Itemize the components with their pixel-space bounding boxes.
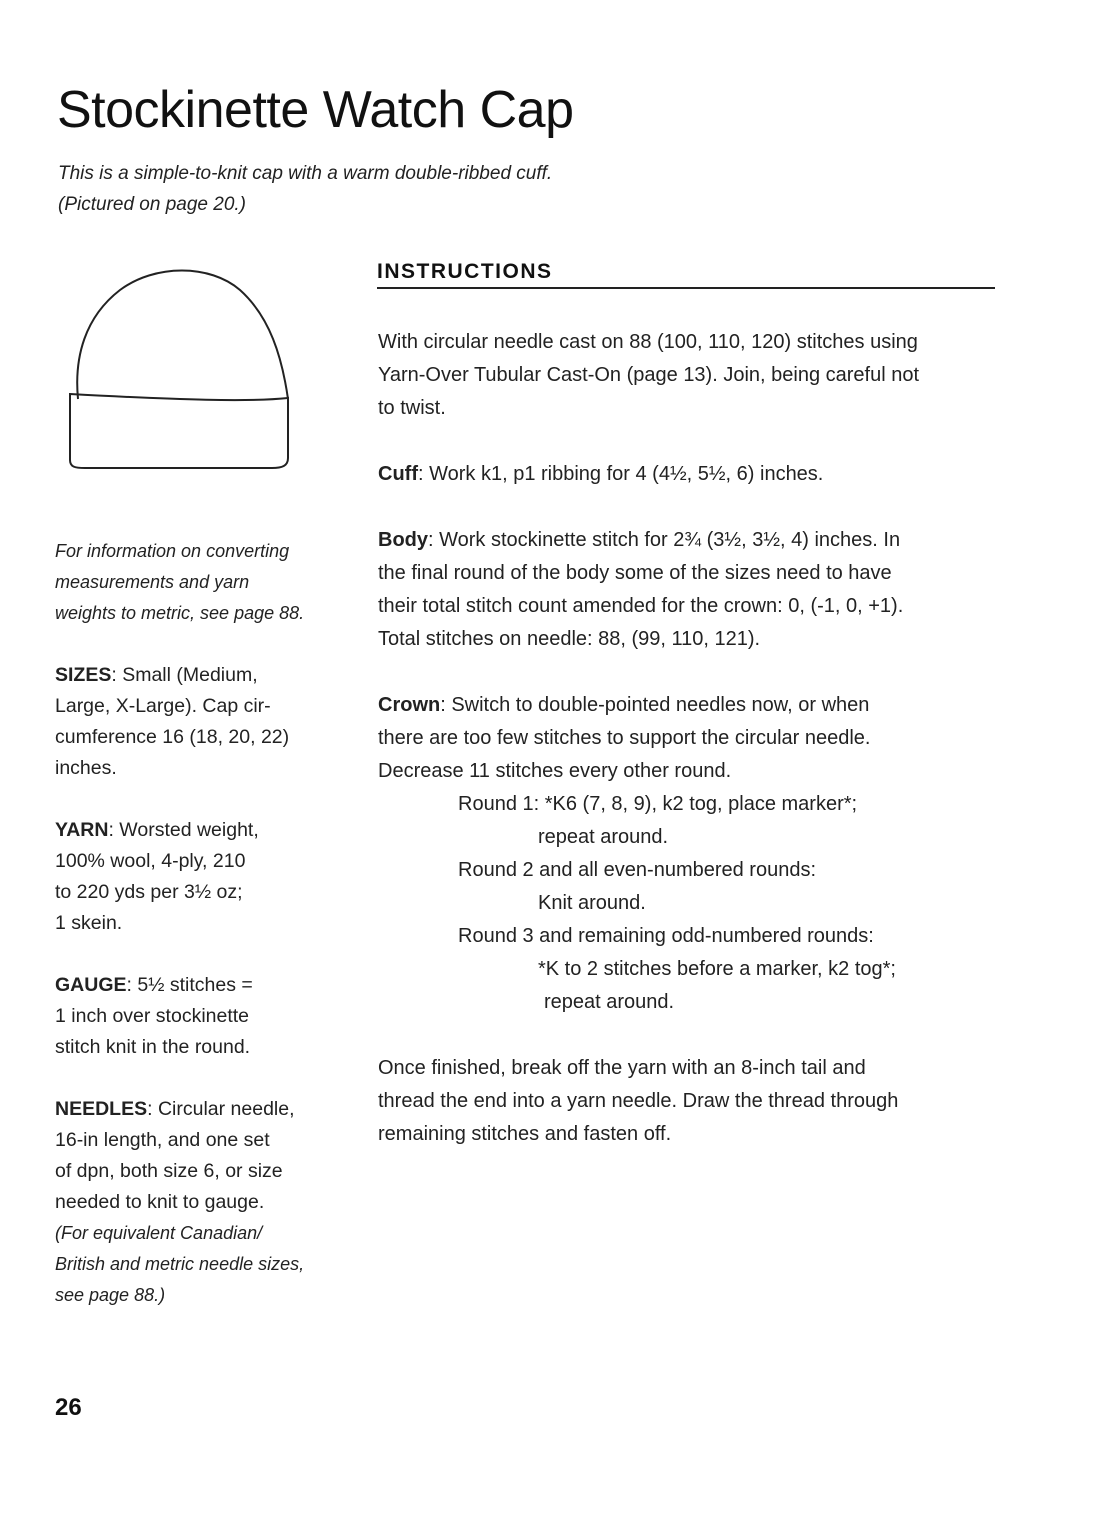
- round-3-step: Round 3 and remaining odd-numbered rounds:: [458, 925, 874, 947]
- needle-sizes-note: (For equivalent Canadian/: [55, 1223, 263, 1243]
- sidebar: [55, 536, 325, 1311]
- gauge-block: GAUGE: 5½ stitches = 1 inch over stockinette stitch knit in the round.: [55, 974, 253, 1058]
- intro-line: This is a simple-to-knit cap with a warm double-ribbed cuff.: [58, 163, 553, 184]
- yarn-block: YARN: Worsted weight, 100% wool, 4-ply, 210 to 220 yds per 3½ oz; 1 skein.: [55, 819, 259, 934]
- needles-block: NEEDLES: Circular needle, 16-in length, and one set of dpn, both size 6, or size needed to knit to gauge. (For equivalent Canadian/ British and metric needle sizes, see page 88.): [55, 1094, 325, 1311]
- finish-paragraph: Once finished, break off the yarn with an 8-inch tail and thread the end into a yarn needle. Draw the thread through remaining stitches and fasten off.: [378, 1057, 899, 1145]
- cap-crown-outline: [77, 271, 288, 400]
- body-label: Body: [378, 529, 428, 551]
- needles-label: NEEDLES: [55, 1098, 148, 1120]
- cuff-label: Cuff: [378, 463, 418, 485]
- crown-label: Crown: [378, 694, 441, 716]
- body-paragraph: Body: Work stockinette stitch for 2¾ (3½, 3½, 4) inches. In the final round of the body some of the sizes need to have their total stitch count amended for the crown: 0, (-1, 0, +1). Total stitches on needle: 88, (99, 110, 121).: [378, 529, 904, 650]
- cuff-paragraph: Cuff: Work k1, p1 ribbing for 4 (4½, 5½, 6) inches.: [378, 463, 824, 485]
- metric-note: For information on converting measurements and yarn weights to metric, see page 88.: [55, 541, 305, 623]
- instructions-heading: INSTRUCTIONS: [377, 260, 995, 289]
- intro-line: (Pictured on page 20.): [58, 194, 247, 215]
- crown-paragraph: Crown: Switch to double-pointed needles now, or when there are too few stitches to support the circular needle. Decrease 11 stitches every other round. Round 1: *K6 (7, 8, 9), k2 tog, place marker*; repeat around. Round 2 and all even-numbered rounds: Knit around. Round 3 and remaining odd-numbered rounds: *K to 2 stitches before a marker, k2 tog*; repeat around.: [378, 689, 1008, 1019]
- gauge-label: GAUGE: [55, 974, 127, 996]
- round-1-step: Round 1: *K6 (7, 8, 9), k2 tog, place marker*;: [458, 793, 858, 815]
- sizes-block: SIZES: Small (Medium, Large, X-Large). Cap cir- cumference 16 (18, 20, 22) inches.: [55, 664, 290, 779]
- page-title: Stockinette Watch Cap: [57, 81, 574, 139]
- intro-text: [58, 158, 658, 220]
- sizes-label: SIZES: [55, 664, 112, 686]
- cast-on-paragraph: With circular needle cast on 88 (100, 110, 120) stitches using Yarn-Over Tubular Cast-On (page 13). Join, being careful not to twist.: [378, 331, 920, 419]
- yarn-label: YARN: [55, 819, 109, 841]
- instructions-body: [378, 326, 1008, 1151]
- round-2-step: Round 2 and all even-numbered rounds:: [458, 859, 817, 881]
- page-number: 26: [55, 1394, 82, 1421]
- cap-cuff-outline: [70, 394, 288, 468]
- watch-cap-illustration: [60, 262, 300, 477]
